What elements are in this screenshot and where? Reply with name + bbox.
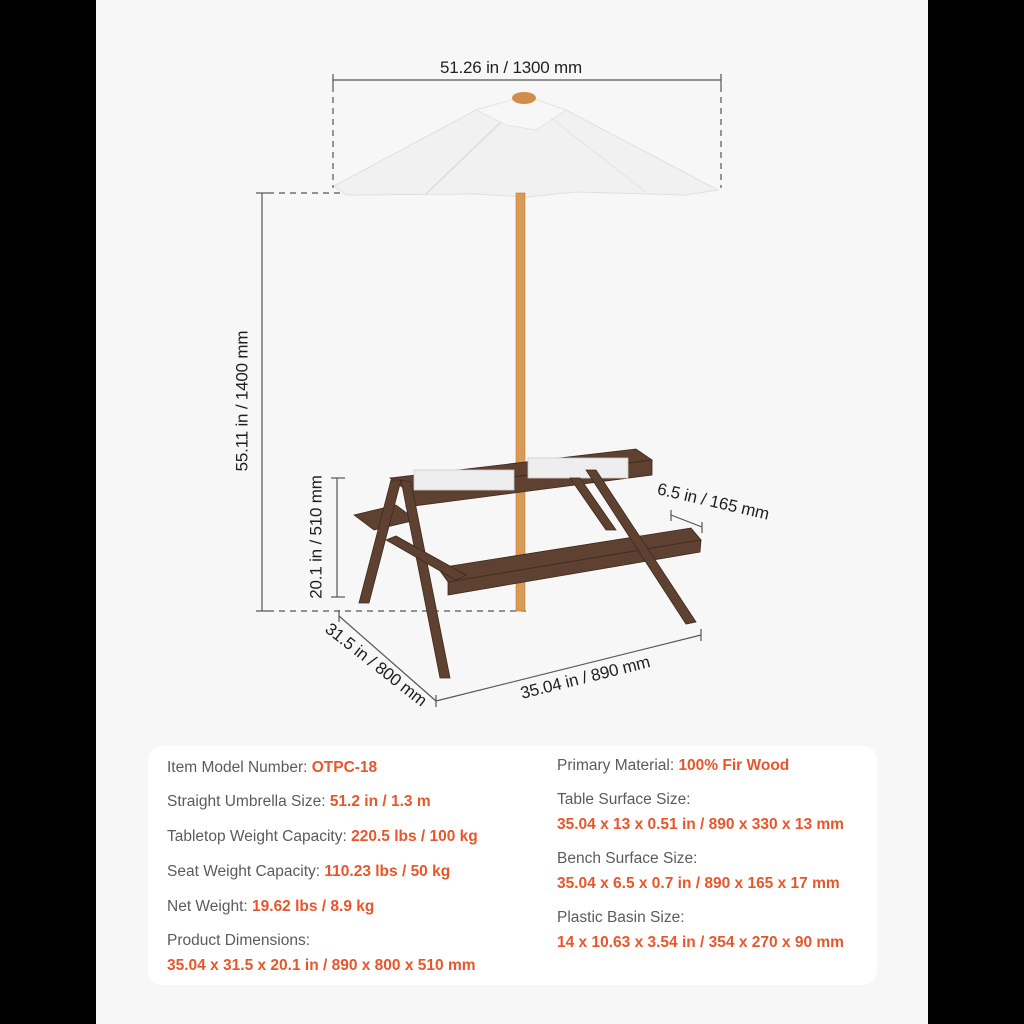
depth-label: 31.5 in / 800 mm [321,619,431,711]
picnic-table-illustration [96,0,928,740]
length-dimension-line [436,629,701,707]
product-spec-canvas [96,0,928,1024]
total-height-label: 55.11 in / 1400 mm [232,330,252,472]
umbrella-canopy [334,92,718,197]
table-height-label: 20.1 in / 510 mm [306,475,326,599]
spec-bench-surface-label: Bench Surface Size: [557,850,698,867]
spec-net-weight: Net Weight: 19.62 lbs / 8.9 kg [167,898,375,915]
spec-tabletop-capacity: Tabletop Weight Capacity: 220.5 lbs / 100 kg [167,828,478,845]
spec-umbrella-size: Straight Umbrella Size: 51.2 in / 1.3 m [167,793,431,810]
spec-basin-size-label: Plastic Basin Size: [557,909,685,926]
umbrella-width-label: 51.26 in / 1300 mm [440,58,582,77]
length-label: 35.04 in / 890 mm [518,652,652,703]
total-height-dimension-line [256,193,526,611]
spec-basin-size-value: 14 x 10.63 x 3.54 in / 354 x 270 x 90 mm [557,934,844,951]
umbrella-pole [516,193,525,611]
spec-table-surface-value: 35.04 x 13 x 0.51 in / 890 x 330 x 13 mm [557,816,844,833]
table-height-dimension-line [331,478,345,597]
spec-primary-material: Primary Material: 100% Fir Wood [557,757,790,774]
spec-bench-surface-value: 35.04 x 6.5 x 0.7 in / 890 x 165 x 17 mm [557,875,840,892]
spec-seat-capacity: Seat Weight Capacity: 110.23 lbs / 50 kg [167,863,451,880]
spec-product-dimensions-label: Product Dimensions: [167,932,311,949]
spec-model-number: Item Model Number: OTPC-18 [167,759,378,776]
specifications-card [148,746,877,985]
spec-table-surface-label: Table Surface Size: [557,791,691,808]
product-diagram [96,0,928,740]
bench-width-label: 6.5 in / 165 mm [655,479,771,524]
spec-product-dimensions-value: 35.04 x 31.5 x 20.1 in / 890 x 800 x 510 mm [167,957,476,974]
picnic-table [354,449,701,678]
